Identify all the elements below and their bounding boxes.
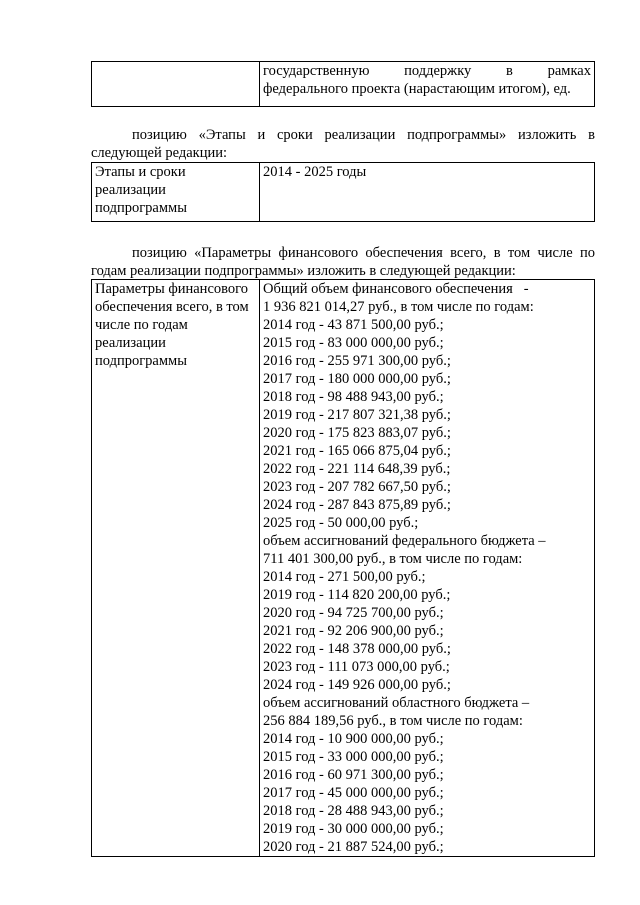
finance-label-line: числе по годам — [95, 317, 188, 333]
finance-value-cell — [260, 280, 595, 857]
paragraph-finance-instruction — [91, 244, 595, 280]
finance-value-line: 2019 год - 217 807 321,38 руб.; — [263, 407, 451, 423]
finance-value-line: 2020 год - 94 725 700,00 руб.; — [263, 605, 444, 621]
stages-table — [91, 162, 595, 222]
finance-label-line: реализации — [95, 335, 166, 351]
finance-value-line: 2014 год - 10 900 000,00 руб.; — [263, 731, 444, 747]
finance-value-line: 256 884 189,56 руб., в том числе по годам: — [263, 713, 523, 729]
finance-value-line: Общий объем финансового обеспечения - — [263, 281, 529, 297]
paragraph-stages-line-1: позицию «Этапы и сроки реализации подпрограммы» изложить в — [132, 127, 595, 143]
finance-value-line: 2014 год - 43 871 500,00 руб.; — [263, 317, 444, 333]
finance-value-line: 2018 год - 98 488 943,00 руб.; — [263, 389, 444, 405]
finance-label-line: подпрограммы — [95, 353, 187, 369]
finance-value-line: 2021 год - 92 206 900,00 руб.; — [263, 623, 444, 639]
finance-value-line: 2016 год - 255 971 300,00 руб.; — [263, 353, 451, 369]
finance-value-line: 2017 год - 180 000 000,00 руб.; — [263, 371, 451, 387]
stages-value: 2014 - 2025 годы — [263, 164, 367, 180]
finance-label-cell — [92, 280, 260, 857]
finance-value-line: 2023 год - 111 073 000,00 руб.; — [263, 659, 450, 675]
top-table-fragment — [91, 61, 595, 107]
stages-label-line: подпрограммы — [95, 200, 187, 216]
finance-label-line: обеспечения всего, в том — [95, 299, 249, 315]
finance-value-line: 2024 год - 149 926 000,00 руб.; — [263, 677, 451, 693]
finance-table — [91, 279, 595, 857]
paragraph-finance-line-1: позицию «Параметры финансового обеспечения всего, в том числе по — [132, 245, 595, 261]
top-table-right-cell — [260, 62, 595, 107]
top-table-line-2: федерального проекта (нарастающим итогом), ед. — [263, 81, 571, 97]
finance-value-line: 2015 год - 83 000 000,00 руб.; — [263, 335, 444, 351]
finance-value-line: 2019 год - 30 000 000,00 руб.; — [263, 821, 444, 837]
finance-value-line: 2015 год - 33 000 000,00 руб.; — [263, 749, 444, 765]
paragraph-stages-instruction — [91, 126, 595, 162]
finance-value-line: 2025 год - 50 000,00 руб.; — [263, 515, 419, 531]
stages-value-cell — [260, 163, 595, 222]
paragraph-stages-line-2: следующей редакции: — [91, 145, 228, 161]
finance-value-line: 2019 год - 114 820 200,00 руб.; — [263, 587, 451, 603]
finance-value-line: объем ассигнований областного бюджета – — [263, 695, 530, 711]
finance-value-line: 2014 год - 271 500,00 руб.; — [263, 569, 426, 585]
paragraph-finance-line-2: годам реализации подпрограммы» изложить в следующей редакции: — [91, 263, 516, 279]
finance-value-line: 2017 год - 45 000 000,00 руб.; — [263, 785, 444, 801]
finance-value-line: 2022 год - 221 114 648,39 руб.; — [263, 461, 451, 477]
finance-value-line: 2022 год - 148 378 000,00 руб.; — [263, 641, 451, 657]
finance-value-line: 2016 год - 60 971 300,00 руб.; — [263, 767, 444, 783]
stages-label-line: реализации — [95, 182, 166, 198]
finance-value-line: 2024 год - 287 843 875,89 руб.; — [263, 497, 451, 513]
finance-value-line: 2018 год - 28 488 943,00 руб.; — [263, 803, 444, 819]
finance-value-line: объем ассигнований федерального бюджета – — [263, 533, 546, 549]
finance-value-line: 2020 год - 21 887 524,00 руб.; — [263, 839, 444, 855]
finance-value-line: 2023 год - 207 782 667,50 руб.; — [263, 479, 451, 495]
finance-value-line: 711 401 300,00 руб., в том числе по годам: — [263, 551, 523, 567]
finance-label-line: Параметры финансового — [95, 281, 248, 297]
stages-label-cell — [92, 163, 260, 222]
top-table-line-1: государственную поддержку в рамках — [263, 63, 591, 79]
finance-value-line: 1 936 821 014,27 руб., в том числе по годам: — [263, 299, 534, 315]
top-table-left-cell — [92, 62, 260, 107]
stages-label-line: Этапы и сроки — [95, 164, 186, 180]
finance-value-line: 2020 год - 175 823 883,07 руб.; — [263, 425, 451, 441]
finance-value-line: 2021 год - 165 066 875,04 руб.; — [263, 443, 451, 459]
